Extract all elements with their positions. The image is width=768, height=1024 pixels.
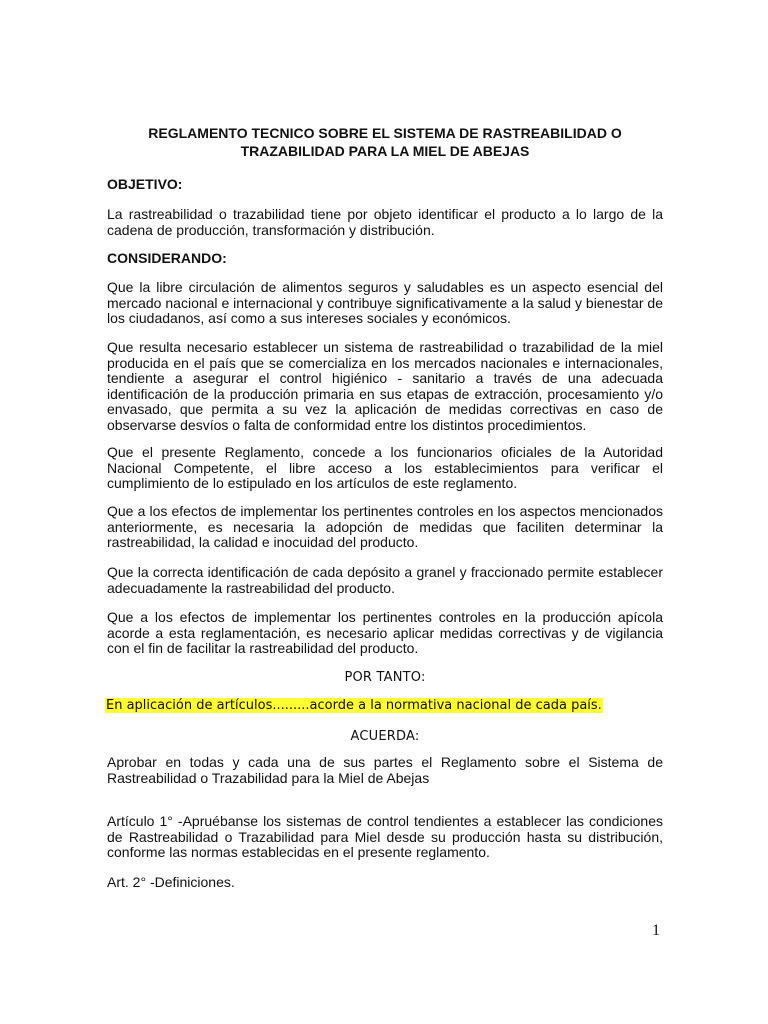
document-title: [107, 124, 663, 160]
highlighted-text: [105, 697, 603, 714]
highlighted-span: En aplicación de artículos.........acorde a la normativa nacional de cada país.: [106, 698, 602, 713]
objetivo-heading: OBJETIVO:: [107, 176, 183, 192]
considerando-paragraph-3: Que el presente Reglamento, concede a los funcionarios oficiales de la Autoridad Nacional Competente, el libre acceso a los establecimientos para verificar el cumplimiento de lo estipulado en los artículos de este reglamento.: [107, 444, 663, 492]
title-line-1: REGLAMENTO TECNICO SOBRE EL SISTEMA DE RASTREABILIDAD O: [148, 125, 622, 141]
acuerda-paragraph: Aprobar en todas y cada una de sus partes el Reglamento sobre el Sistema de Rastreabilidad o Trazabilidad para la Miel de Abejas: [107, 754, 663, 786]
considerando-paragraph-6: Que a los efectos de implementar los pertinentes controles en la producción apícola acorde a esta reglamentación, es necesario aplicar medidas correctivas y de vigilancia con el fin de facilitar la rastreabilidad del producto.: [107, 609, 663, 657]
considerando-heading: CONSIDERANDO:: [107, 250, 227, 266]
por-tanto-heading: POR TANTO:: [344, 670, 426, 685]
considerando-paragraph-4: Que a los efectos de implementar los pertinentes controles en los aspectos mencionados anteriormente, es necesaria la adopción de medidas que faciliten determinar la rastreabilidad, la calidad e inocuidad del producto.: [107, 503, 663, 551]
articulo-2-paragraph: Art. 2° -Definiciones.: [107, 874, 235, 890]
considerando-paragraph-1: Que la libre circulación de alimentos seguros y saludables es un aspecto esencial del mercado nacional e internacional y contribuye significativamente a la salud y bienestar de los ciudadanos, así como a sus intereses sociales y económicos.: [107, 279, 663, 327]
acuerda-heading: ACUERDA:: [350, 729, 420, 744]
title-line-2: TRAZABILIDAD PARA LA MIEL DE ABEJAS: [240, 143, 530, 159]
objetivo-paragraph: La rastreabilidad o trazabilidad tiene por objeto identificar el producto a lo largo de la cadena de producción, transformación y distribución.: [107, 206, 663, 238]
considerando-paragraph-5: Que la correcta identificación de cada depósito a granel y fraccionado permite establecer adecuadamente la rastreabilidad del producto.: [107, 564, 663, 596]
considerando-paragraph-2: Que resulta necesario establecer un sistema de rastreabilidad o trazabilidad de la miel producida en el país que se comercializa en los mercados nacionales e internacionales, tendiente a asegurar el control higiénico - sanitario a través de una adecuada identificación de la producción primaria en sus etapas de extracción, procesamiento y/o envasado, que permita a su vez la aplicación de medidas correctivas en caso de observarse desvíos o falta de conformidad entre los distintos procedimientos.: [107, 339, 663, 433]
articulo-1-paragraph: Artículo 1° -Apruébanse los sistemas de control tendientes a establecer las condiciones de Rastreabilidad o Trazabilidad para Miel desde su producción hasta su distribución, conforme las normas establecidas en el presente reglamento.: [107, 813, 663, 861]
page-number: 1: [652, 922, 660, 939]
